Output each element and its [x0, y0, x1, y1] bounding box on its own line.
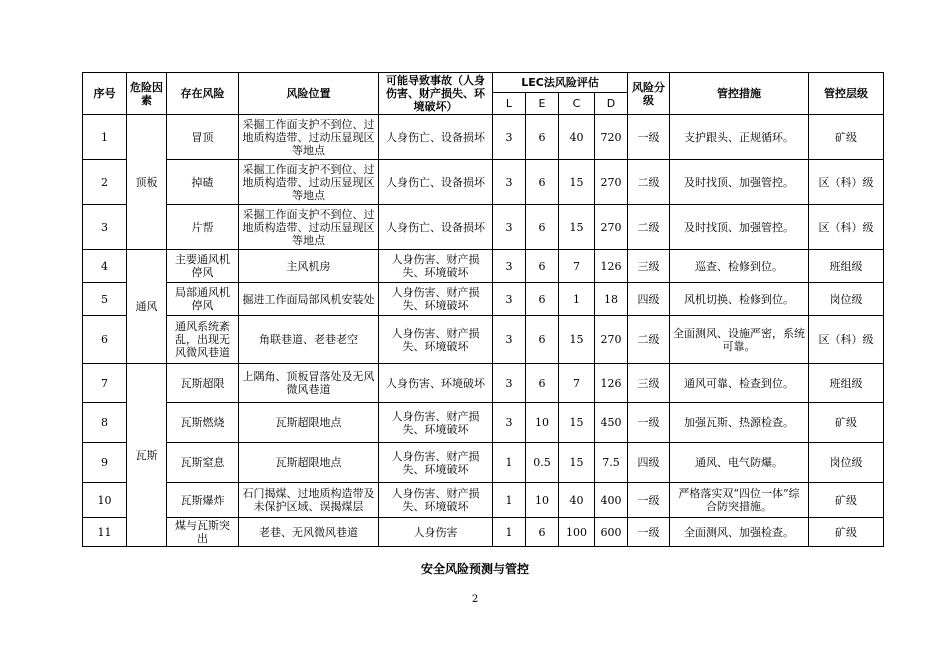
header-e: E — [526, 93, 559, 115]
cell-measures: 全面测风、加强检查。 — [670, 518, 809, 547]
cell-accident: 人身伤亡、设备损坏 — [379, 160, 493, 205]
cell-no: 4 — [83, 250, 127, 283]
header-accident: 可能导致事故（人身伤害、财产损失、环境破坏） — [379, 73, 493, 115]
cell-l: 1 — [493, 518, 526, 547]
cell-level: 区（科）级 — [809, 160, 884, 205]
cell-risk: 掉碴 — [167, 160, 239, 205]
cell-location: 上隅角、顶板冒落处及无风微风巷道 — [239, 364, 379, 403]
cell-level: 矿级 — [809, 115, 884, 160]
cell-no: 5 — [83, 283, 127, 316]
cell-c: 7 — [559, 364, 595, 403]
cell-risk: 煤与瓦斯突出 — [167, 518, 239, 547]
cell-accident: 人身伤害、财产损失、环境破坏 — [379, 283, 493, 316]
cell-grade: 四级 — [628, 443, 670, 483]
table-row — [83, 250, 884, 283]
table-row — [83, 443, 884, 483]
cell-d: 720 — [595, 115, 628, 160]
cell-no: 1 — [83, 115, 127, 160]
cell-no: 2 — [83, 160, 127, 205]
cell-location: 石门揭煤、过地质构造带及未保护区域、误揭煤层 — [239, 483, 379, 518]
cell-c: 15 — [559, 443, 595, 483]
cell-c: 15 — [559, 316, 595, 364]
cell-e: 6 — [526, 283, 559, 316]
cell-accident: 人身伤害、财产损失、环境破坏 — [379, 443, 493, 483]
cell-level: 班组级 — [809, 250, 884, 283]
header-d: D — [595, 93, 628, 115]
cell-l: 3 — [493, 403, 526, 443]
cell-risk: 主要通风机停风 — [167, 250, 239, 283]
table-row — [83, 483, 884, 518]
cell-grade: 一级 — [628, 403, 670, 443]
header-level: 管控层级 — [809, 73, 884, 115]
cell-e: 6 — [526, 250, 559, 283]
table-row — [83, 364, 884, 403]
cell-e: 6 — [526, 115, 559, 160]
cell-risk: 局部通风机停风 — [167, 283, 239, 316]
cell-d: 270 — [595, 205, 628, 250]
header-risk: 存在风险 — [167, 73, 239, 115]
table-row — [83, 316, 884, 364]
cell-measures: 通风可靠、检查到位。 — [670, 364, 809, 403]
cell-location: 采掘工作面支护不到位、过地质构造带、过动压显现区等地点 — [239, 115, 379, 160]
cell-location: 掘进工作面局部风机安装处 — [239, 283, 379, 316]
cell-risk: 瓦斯燃烧 — [167, 403, 239, 443]
cell-accident: 人身伤亡、设备损坏 — [379, 115, 493, 160]
cell-location: 瓦斯超限地点 — [239, 443, 379, 483]
cell-grade: 二级 — [628, 316, 670, 364]
header-factor: 危险因素 — [127, 73, 167, 115]
cell-level: 区（科）级 — [809, 316, 884, 364]
cell-no: 6 — [83, 316, 127, 364]
cell-risk: 片帮 — [167, 205, 239, 250]
cell-factor: 顶板 — [127, 115, 167, 250]
cell-location: 角联巷道、老巷老空 — [239, 316, 379, 364]
cell-c: 15 — [559, 205, 595, 250]
cell-no: 10 — [83, 483, 127, 518]
cell-level: 矿级 — [809, 483, 884, 518]
cell-l: 1 — [493, 443, 526, 483]
page-number: 2 — [471, 594, 479, 605]
cell-d: 600 — [595, 518, 628, 547]
cell-no: 7 — [83, 364, 127, 403]
cell-level: 岗位级 — [809, 443, 884, 483]
cell-measures: 加强瓦斯、热源检查。 — [670, 403, 809, 443]
cell-c: 15 — [559, 160, 595, 205]
cell-measures: 通风、电气防爆。 — [670, 443, 809, 483]
table-row — [83, 115, 884, 160]
cell-grade: 四级 — [628, 283, 670, 316]
cell-c: 40 — [559, 483, 595, 518]
header-location: 风险位置 — [239, 73, 379, 115]
cell-c: 100 — [559, 518, 595, 547]
cell-factor: 通风 — [127, 250, 167, 364]
table-row — [83, 205, 884, 250]
cell-c: 1 — [559, 283, 595, 316]
cell-e: 0.5 — [526, 443, 559, 483]
cell-grade: 一级 — [628, 483, 670, 518]
cell-no: 3 — [83, 205, 127, 250]
cell-d: 7.5 — [595, 443, 628, 483]
cell-accident: 人身伤害、财产损失、环境破坏 — [379, 483, 493, 518]
cell-level: 班组级 — [809, 364, 884, 403]
cell-accident: 人身伤害、财产损失、环境破坏 — [379, 316, 493, 364]
cell-d: 18 — [595, 283, 628, 316]
cell-grade: 二级 — [628, 205, 670, 250]
cell-d: 450 — [595, 403, 628, 443]
cell-risk: 瓦斯超限 — [167, 364, 239, 403]
header-l: L — [493, 93, 526, 115]
cell-level: 岗位级 — [809, 283, 884, 316]
cell-c: 15 — [559, 403, 595, 443]
cell-measures: 全面测风、设施严密，系统可靠。 — [670, 316, 809, 364]
cell-risk: 瓦斯爆炸 — [167, 483, 239, 518]
cell-e: 6 — [526, 518, 559, 547]
table-row — [83, 160, 884, 205]
cell-e: 6 — [526, 364, 559, 403]
table-row — [83, 403, 884, 443]
cell-risk: 冒顶 — [167, 115, 239, 160]
cell-grade: 一级 — [628, 518, 670, 547]
cell-c: 7 — [559, 250, 595, 283]
cell-grade: 二级 — [628, 160, 670, 205]
cell-level: 矿级 — [809, 518, 884, 547]
cell-location: 采掘工作面支护不到位、过地质构造带、过动压显现区等地点 — [239, 205, 379, 250]
cell-d: 400 — [595, 483, 628, 518]
cell-accident: 人身伤害、环境破坏 — [379, 364, 493, 403]
cell-e: 10 — [526, 403, 559, 443]
cell-l: 3 — [493, 364, 526, 403]
cell-accident: 人身伤害、财产损失、环境破坏 — [379, 250, 493, 283]
cell-no: 9 — [83, 443, 127, 483]
cell-l: 3 — [493, 160, 526, 205]
cell-measures: 及时找顶、加强管控。 — [670, 205, 809, 250]
cell-l: 3 — [493, 250, 526, 283]
cell-level: 区（科）级 — [809, 205, 884, 250]
cell-e: 6 — [526, 160, 559, 205]
cell-factor: 瓦斯 — [127, 364, 167, 547]
risk-control-table — [82, 72, 884, 547]
table-row — [83, 518, 884, 547]
cell-l: 1 — [493, 483, 526, 518]
cell-measures: 支护跟头、正规循环。 — [670, 115, 809, 160]
table-caption: 安全风险预测与管控 — [420, 562, 529, 576]
cell-location: 瓦斯超限地点 — [239, 403, 379, 443]
cell-grade: 三级 — [628, 250, 670, 283]
cell-measures: 严格落实双“四位一体”综合防突措施。 — [670, 483, 809, 518]
cell-l: 3 — [493, 283, 526, 316]
cell-no: 11 — [83, 518, 127, 547]
cell-grade: 一级 — [628, 115, 670, 160]
cell-d: 126 — [595, 364, 628, 403]
cell-c: 40 — [559, 115, 595, 160]
table-row — [83, 283, 884, 316]
cell-measures: 及时找顶、加强管控。 — [670, 160, 809, 205]
cell-d: 126 — [595, 250, 628, 283]
header-measures: 管控措施 — [670, 73, 809, 115]
header-c: C — [559, 93, 595, 115]
cell-no: 8 — [83, 403, 127, 443]
cell-d: 270 — [595, 160, 628, 205]
header-grade: 风险分级 — [628, 73, 670, 115]
cell-risk: 通风系统紊乱，出现无风微风巷道 — [167, 316, 239, 364]
cell-l: 3 — [493, 115, 526, 160]
cell-measures: 风机切换、检修到位。 — [670, 283, 809, 316]
cell-l: 3 — [493, 316, 526, 364]
cell-location: 采掘工作面支护不到位、过地质构造带、过动压显现区等地点 — [239, 160, 379, 205]
cell-accident: 人身伤亡、设备损坏 — [379, 205, 493, 250]
cell-risk: 瓦斯窒息 — [167, 443, 239, 483]
cell-e: 10 — [526, 483, 559, 518]
cell-l: 3 — [493, 205, 526, 250]
cell-location: 老巷、无风微风巷道 — [239, 518, 379, 547]
cell-grade: 三级 — [628, 364, 670, 403]
cell-location: 主风机房 — [239, 250, 379, 283]
cell-d: 270 — [595, 316, 628, 364]
cell-e: 6 — [526, 316, 559, 364]
cell-accident: 人身伤害 — [379, 518, 493, 547]
header-lec: LEC法风险评估 — [493, 73, 628, 93]
cell-accident: 人身伤害、财产损失、环境破坏 — [379, 403, 493, 443]
cell-e: 6 — [526, 205, 559, 250]
cell-measures: 巡查、检修到位。 — [670, 250, 809, 283]
cell-level: 矿级 — [809, 403, 884, 443]
header-no: 序号 — [83, 73, 127, 115]
